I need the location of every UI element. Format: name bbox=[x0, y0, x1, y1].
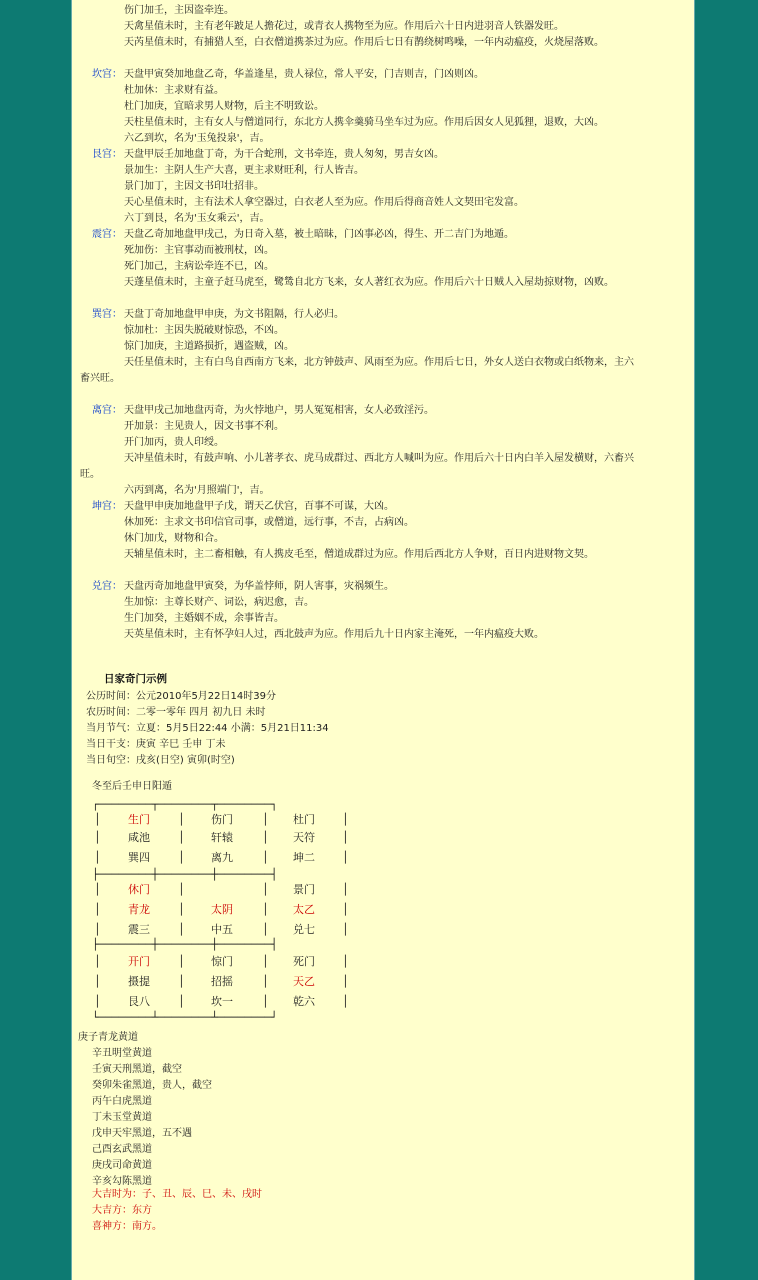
grid-cell: 巽四 bbox=[128, 851, 150, 864]
grid-cell: 惊门 bbox=[211, 955, 233, 968]
grid-bar: │ bbox=[262, 813, 269, 826]
dao-item: 庚戌司命黄道 bbox=[92, 1160, 152, 1171]
day-ganzhi: 当日干支：庚寅 辛巳 壬申 丁未 bbox=[86, 739, 226, 750]
zhen-line-3: 死门加己，主病讼牵连不已，凶。 bbox=[124, 261, 274, 272]
grid-bar: │ bbox=[178, 923, 185, 936]
grid-bar: │ bbox=[178, 975, 185, 988]
li-line-3: 开门加丙，贵人印绶。 bbox=[124, 437, 224, 448]
grid-bar: │ bbox=[178, 955, 185, 968]
top-line-b: 天禽星值未时，主有老年跛足人擔花过，或青衣人携物至为应。作用后六十日内进羽音人铁器发旺。 bbox=[124, 21, 564, 32]
zhen-line-2: 死加伤：主官事动而被刑杖，凶。 bbox=[124, 245, 274, 256]
grid-bar: │ bbox=[342, 975, 349, 988]
grid-bar: │ bbox=[262, 883, 269, 896]
grid-bar: │ bbox=[342, 883, 349, 896]
li-line-4a: 天冲星值未时，有鼓声响、小儿著孝衣、虎马成群过、西北方人喊叫为应。作用后六十日内白羊入屋发横财，六畜兴 bbox=[124, 453, 634, 464]
grid-cell: 轩辕 bbox=[211, 831, 233, 844]
dui-line-4: 天英星值未时，主有怀孕妇人过，西北鼓声为应。作用后九十日内家主淹死，一年内瘟疫大败。 bbox=[124, 629, 544, 640]
dao-item: 丙午白虎黑道 bbox=[92, 1096, 152, 1107]
kan-gong-label: 坎宫： bbox=[92, 69, 122, 80]
grid-bar: │ bbox=[94, 831, 101, 844]
grid-cell: 震三 bbox=[128, 923, 150, 936]
grid-bar: │ bbox=[342, 903, 349, 916]
gen-line-2: 景加生：主阴人生产大喜，更主求财旺利，行人皆吉。 bbox=[124, 165, 364, 176]
dui-line-2: 生加惊：主尊长财产、词讼，病迟愈，吉。 bbox=[124, 597, 314, 608]
grid-border-4: └────────┴────────┴────────┘ bbox=[92, 1011, 278, 1024]
dui-line-1: 天盘丙奇加地盘甲寅癸，为华盖悖师，阴人害事，灾祸频生。 bbox=[124, 581, 394, 592]
grid-bar: │ bbox=[262, 851, 269, 864]
dui-line-3: 生门加癸，主婚姻不成，余事皆吉。 bbox=[124, 613, 284, 624]
gen-line-4: 天心星值未时，主有法术人拿空器过，白衣老人至为应。作用后得商音姓人文契田宅发富。 bbox=[124, 197, 524, 208]
kun-line-1: 天盘甲申庚加地盘甲子戊，谓天乙伏宫，百事不可谋，大凶。 bbox=[124, 501, 394, 512]
grid-bar: │ bbox=[262, 995, 269, 1008]
kun-line-2: 休加死：主求文书印信官司事，或僧道，远行事，不吉，占病凶。 bbox=[124, 517, 414, 528]
top-line-c: 天芮星值未时，有捕猎人至，白衣僧道携茶过为应。作用后七日有鹊绕树鸣噪，一年内动瘟疫，火烧屋落败。 bbox=[124, 37, 604, 48]
kun-gong-label: 坤宫： bbox=[92, 501, 122, 512]
da-ji-shi: 大吉时为：子、丑、辰、巳、未、戌时 bbox=[92, 1189, 262, 1200]
grid-bar: │ bbox=[262, 923, 269, 936]
grid-cell: 伤门 bbox=[211, 813, 233, 826]
grid-bar: │ bbox=[94, 851, 101, 864]
xun-line-2: 惊加杜：主因失脱破财惊恐，不凶。 bbox=[124, 325, 284, 336]
grid-cell: 中五 bbox=[211, 923, 233, 936]
grid-bar: │ bbox=[178, 831, 185, 844]
grid-cell: 艮八 bbox=[128, 995, 150, 1008]
grid-cell: 招摇 bbox=[211, 975, 233, 988]
grid-bar: │ bbox=[94, 923, 101, 936]
kan-line-5: 六乙到坎，名为'玉兔投泉'，吉。 bbox=[124, 133, 270, 144]
li-gong-label: 离宫： bbox=[92, 405, 122, 416]
grid-cell: 摄提 bbox=[128, 975, 150, 988]
grid-cell: 离九 bbox=[211, 851, 233, 864]
grid-bar: │ bbox=[94, 883, 101, 896]
grid-border-2: ├────────┼────────┼────────┤ bbox=[92, 868, 278, 881]
grid-bar: │ bbox=[342, 851, 349, 864]
zhen-line-1: 天盘乙奇加地盘甲戌己，为日奇入墓，被土暗昧，门凶事必凶，得生、开二吉门为地遁。 bbox=[124, 229, 514, 240]
grid-border-1: ┌────────┬────────┬────────┐ bbox=[92, 798, 278, 811]
dui-gong-label: 兑宫： bbox=[92, 581, 122, 592]
gongli-time: 公历时间：公元2010年5月22日14时39分 bbox=[86, 691, 276, 702]
grid-bar: │ bbox=[178, 851, 185, 864]
zhen-gong-label: 震宫： bbox=[92, 229, 122, 240]
example-title: 日家奇门示例 bbox=[104, 673, 167, 685]
kun-line-4: 天辅星值未时，主二畜相触，有人携皮毛至，僧道成群过为应。作用后西北方人争财，百日内进财物文契。 bbox=[124, 549, 594, 560]
grid-cell: 景门 bbox=[293, 883, 315, 896]
grid-cell: 生门 bbox=[128, 813, 150, 826]
dao-item: 丁未玉堂黄道 bbox=[92, 1112, 152, 1123]
kan-line-2: 杜加休：主求财有益。 bbox=[124, 85, 224, 96]
day-xunkong: 当日旬空：戌亥(日空) 寅卯(时空) bbox=[86, 755, 235, 766]
grid-bar: │ bbox=[178, 883, 185, 896]
grid-bar: │ bbox=[262, 831, 269, 844]
grid-cell: 兑七 bbox=[293, 923, 315, 936]
grid-cell: 乾六 bbox=[293, 995, 315, 1008]
grid-bar: │ bbox=[94, 955, 101, 968]
nongli-time: 农历时间：二零一零年 四月 初九日 未时 bbox=[86, 707, 266, 718]
dao-item: 己酉玄武黑道 bbox=[92, 1144, 152, 1155]
xun-line-4a: 天任星值未时，主有白鸟自西南方飞来，北方钟鼓声、风雨至为应。作用后七日，外女人送白衣物或白纸物来，主六 bbox=[124, 357, 634, 368]
dao-item: 癸卯朱雀黑道，贵人，截空 bbox=[92, 1080, 212, 1091]
xun-gong-label: 巽宫： bbox=[92, 309, 122, 320]
li-line-2: 开加景：主见贵人，因文书事不利。 bbox=[124, 421, 284, 432]
grid-bar: │ bbox=[262, 955, 269, 968]
grid-bar: │ bbox=[178, 813, 185, 826]
grid-bar: │ bbox=[342, 955, 349, 968]
xi-shen-fang: 喜神方：南方。 bbox=[92, 1221, 162, 1232]
grid-bar: │ bbox=[94, 813, 101, 826]
grid-cell: 天乙 bbox=[293, 975, 315, 988]
xun-line-1: 天盘丁奇加地盘甲申庚，为文书阻隔，行人必归。 bbox=[124, 309, 344, 320]
da-ji-fang: 大吉方：东方 bbox=[92, 1205, 152, 1216]
grid-cell: 天符 bbox=[293, 831, 315, 844]
grid-bar: │ bbox=[262, 975, 269, 988]
grid-bar: │ bbox=[178, 995, 185, 1008]
dao-item: 辛亥勾陈黑道 bbox=[92, 1176, 152, 1187]
dao-head: 庚子青龙黄道 bbox=[78, 1032, 138, 1043]
grid-cell: 太阴 bbox=[211, 903, 233, 916]
gen-gong-label: 艮宫： bbox=[92, 149, 122, 160]
grid-bar: │ bbox=[94, 975, 101, 988]
grid-cell: 死门 bbox=[293, 955, 315, 968]
grid-cell: 休门 bbox=[128, 883, 150, 896]
grid-cell: 青龙 bbox=[128, 903, 150, 916]
kan-line-1: 天盘甲寅癸加地盘乙奇，华盖逢星，贵人禄位，常人平安，门吉则吉，门凶则凶。 bbox=[124, 69, 484, 80]
gen-line-3: 景门加丁，主因文书印壮招非。 bbox=[124, 181, 264, 192]
grid-bar: │ bbox=[178, 903, 185, 916]
li-line-4b: 旺。 bbox=[80, 469, 100, 480]
grid-bar: │ bbox=[342, 923, 349, 936]
grid-cell: 坎一 bbox=[211, 995, 233, 1008]
dao-item: 戊申天牢黑道，五不遇 bbox=[92, 1128, 192, 1139]
grid-cell: 杜门 bbox=[293, 813, 315, 826]
grid-cell: 咸池 bbox=[128, 831, 150, 844]
dao-item: 壬寅天刑黑道，截空 bbox=[92, 1064, 182, 1075]
kan-line-4: 天柱星值未时，主有女人与僧道同行，东北方人携伞羹骑马坐车过为应。作用后因女人见狐狸，退败，大凶。 bbox=[124, 117, 604, 128]
dun-ju: 冬至后壬申日阳遁 bbox=[92, 781, 172, 792]
gen-line-1: 天盘甲辰壬加地盘丁奇，为干合蛇刑，文书牵连，贵人匆匆，男吉女凶。 bbox=[124, 149, 444, 160]
dao-item: 辛丑明堂黄道 bbox=[92, 1048, 152, 1059]
li-line-5: 六丙到离，名为'月照端门'，吉。 bbox=[124, 485, 270, 496]
top-line-a: 伤门加壬，主因盗牵连。 bbox=[124, 5, 234, 16]
grid-bar: │ bbox=[342, 995, 349, 1008]
grid-bar: │ bbox=[342, 831, 349, 844]
xun-line-4b: 畜兴旺。 bbox=[80, 373, 120, 384]
grid-border-3: ├────────┼────────┼────────┤ bbox=[92, 938, 278, 951]
grid-bar: │ bbox=[262, 903, 269, 916]
grid-bar: │ bbox=[342, 813, 349, 826]
kun-line-3: 休门加戊，财物和合。 bbox=[124, 533, 224, 544]
zhen-line-4: 天蓬星值未时，主童子赶马虎至，鹭鸶自北方飞来，女人著红衣为应。作用后六十日贼人入屋劫掠财物，凶败。 bbox=[124, 277, 614, 288]
month-jieqi: 当月节气：立夏：5月5日22:44 小满：5月21日11:34 bbox=[86, 723, 329, 734]
grid-bar: │ bbox=[94, 995, 101, 1008]
xun-line-3: 惊门加庚，主道路损折，遇盗贼，凶。 bbox=[124, 341, 294, 352]
grid-cell: 太乙 bbox=[293, 903, 315, 916]
grid-cell: 开门 bbox=[128, 955, 150, 968]
gen-line-5: 六丁到艮，名为'玉女乘云'，吉。 bbox=[124, 213, 270, 224]
kan-line-3: 杜门加庚，宜暗求男人财物，后主不明致讼。 bbox=[124, 101, 324, 112]
grid-cell: 坤二 bbox=[293, 851, 315, 864]
grid-bar: │ bbox=[94, 903, 101, 916]
li-line-1: 天盘甲戌己加地盘丙奇，为火悖地户，男人冤冤相害，女人必致淫污。 bbox=[124, 405, 434, 416]
